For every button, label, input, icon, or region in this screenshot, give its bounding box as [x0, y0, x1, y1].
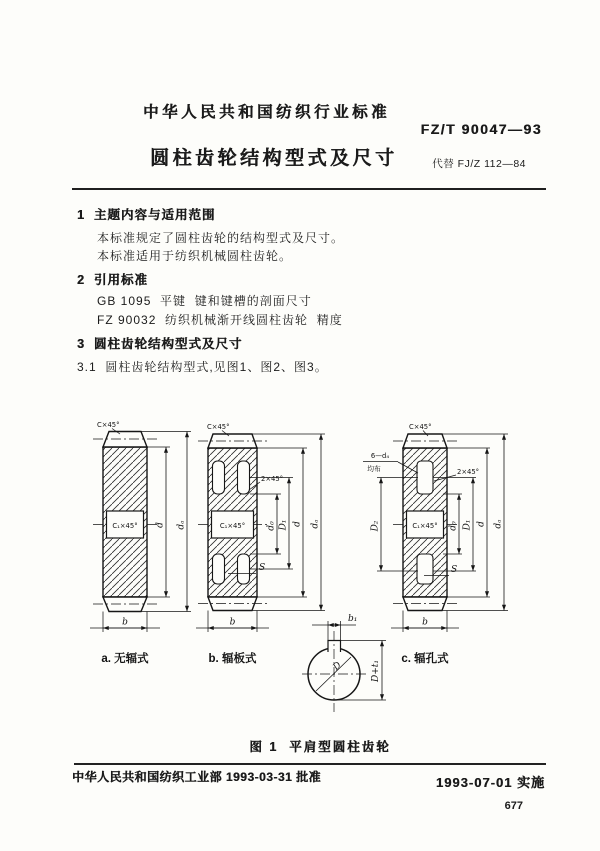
gear-b-caption: b. 辐板式	[208, 653, 257, 665]
reference-fz90032: FZ 90032 纺织机械渐开线圆柱齿轮 精度	[97, 313, 343, 327]
gear-b-drawing	[196, 423, 325, 665]
gear-a-chamfer-label: C×45°	[97, 421, 120, 429]
gear-a-caption: a. 无辐式	[101, 653, 149, 665]
footer-divider	[74, 763, 546, 765]
standard-org-line: 中华人民共和国纺织行业标准	[143, 104, 391, 121]
section-1-paragraph: 本标准规定了圆柱齿轮的结构型式及尺寸。	[97, 231, 345, 245]
page-title: 圆柱齿轮结构型式及尺寸	[150, 148, 398, 169]
gear-b-hole-chamfer-label: 2×45°	[261, 475, 284, 483]
gear-b-dim-b-label: b	[229, 617, 236, 628]
gear-c-caption: c. 辐孔式	[401, 653, 449, 665]
gear-c-dim-s-label: S	[451, 565, 458, 575]
replaces-note: 代替 FJ/Z 112—84	[432, 158, 526, 170]
bore-detail-drawing	[302, 614, 386, 712]
gear-c-holes-layout-label: 均布	[367, 465, 381, 473]
gear-a-bore-chamfer-label: C₁×45°	[112, 522, 138, 530]
gear-a-dim-b-label: b	[122, 617, 128, 628]
section-3-heading: 3 圆柱齿轮结构型式及尺寸	[77, 337, 243, 351]
gear-c-dim-da-label: dₐ	[493, 519, 504, 529]
gear-b-dim-d0-label: d₀	[266, 521, 277, 531]
gear-c-dim-D1-label: D₁	[462, 519, 473, 531]
footer-approved: 中华人民共和国纺织工业部 1993-03-31 批准	[72, 770, 322, 784]
gear-c-dim-b-label: b	[422, 617, 428, 628]
gear-b-top-cap	[208, 434, 257, 448]
standard-number: FZ/T 90047—93	[420, 121, 542, 137]
gear-b-chamfer-label: C×45°	[207, 423, 230, 431]
gear-b-dim-s-label: S	[259, 563, 266, 573]
gear-c-dim-D2-label: D₂	[370, 520, 381, 532]
gear-b-bore-chamfer-label: C₁×45°	[219, 522, 246, 530]
gear-a-dim-da-label: dₐ	[176, 520, 187, 530]
gear-c-drawing	[363, 423, 508, 665]
bore-dim-b1-label: b₁	[348, 614, 358, 624]
gear-b-dim-d-label: d	[292, 521, 303, 527]
section-3-1-paragraph: 3.1 圆柱齿轮结构型式,见图1、图2、图3。	[77, 360, 328, 374]
header-divider	[72, 188, 546, 190]
gear-b-dim-D1-label: D₁	[278, 519, 289, 531]
section-1-paragraph: 本标准适用于纺织机械圆柱齿轮。	[97, 249, 293, 263]
section-2-heading: 2 引用标准	[77, 273, 148, 287]
gear-c-hole-chamfer-label: 2×45°	[457, 468, 480, 476]
gear-a-drawing	[90, 421, 191, 665]
gear-c-holes-count-label: 6—d₄	[370, 452, 390, 460]
gear-c-bore-chamfer-label: C₁×45°	[412, 522, 438, 530]
gear-c-dim-d-label: d	[476, 521, 487, 527]
footer-implemented: 1993-07-01 实施	[435, 775, 545, 790]
page-number: 677	[504, 800, 523, 812]
figure-1-drawing	[55, 405, 560, 740]
section-1-heading: 1 主题内容与适用范围	[77, 208, 216, 222]
gear-b-dim-da-label: dₐ	[310, 519, 321, 529]
gear-c-dim-d0-label: d₀	[448, 521, 459, 531]
gear-c-chamfer-label: C×45°	[409, 423, 432, 431]
figure-caption: 图 1 平肩型圆柱齿轮	[249, 740, 391, 754]
reference-gb1095: GB 1095 平键 键和键槽的剖面尺寸	[97, 294, 312, 308]
bore-dim-Dt1-label: D+t₁	[371, 660, 381, 682]
gear-a-dim-d-label: d	[155, 522, 166, 528]
bore-dim-D-label: D	[331, 660, 344, 673]
gear-b-bottom-cap	[208, 597, 257, 611]
